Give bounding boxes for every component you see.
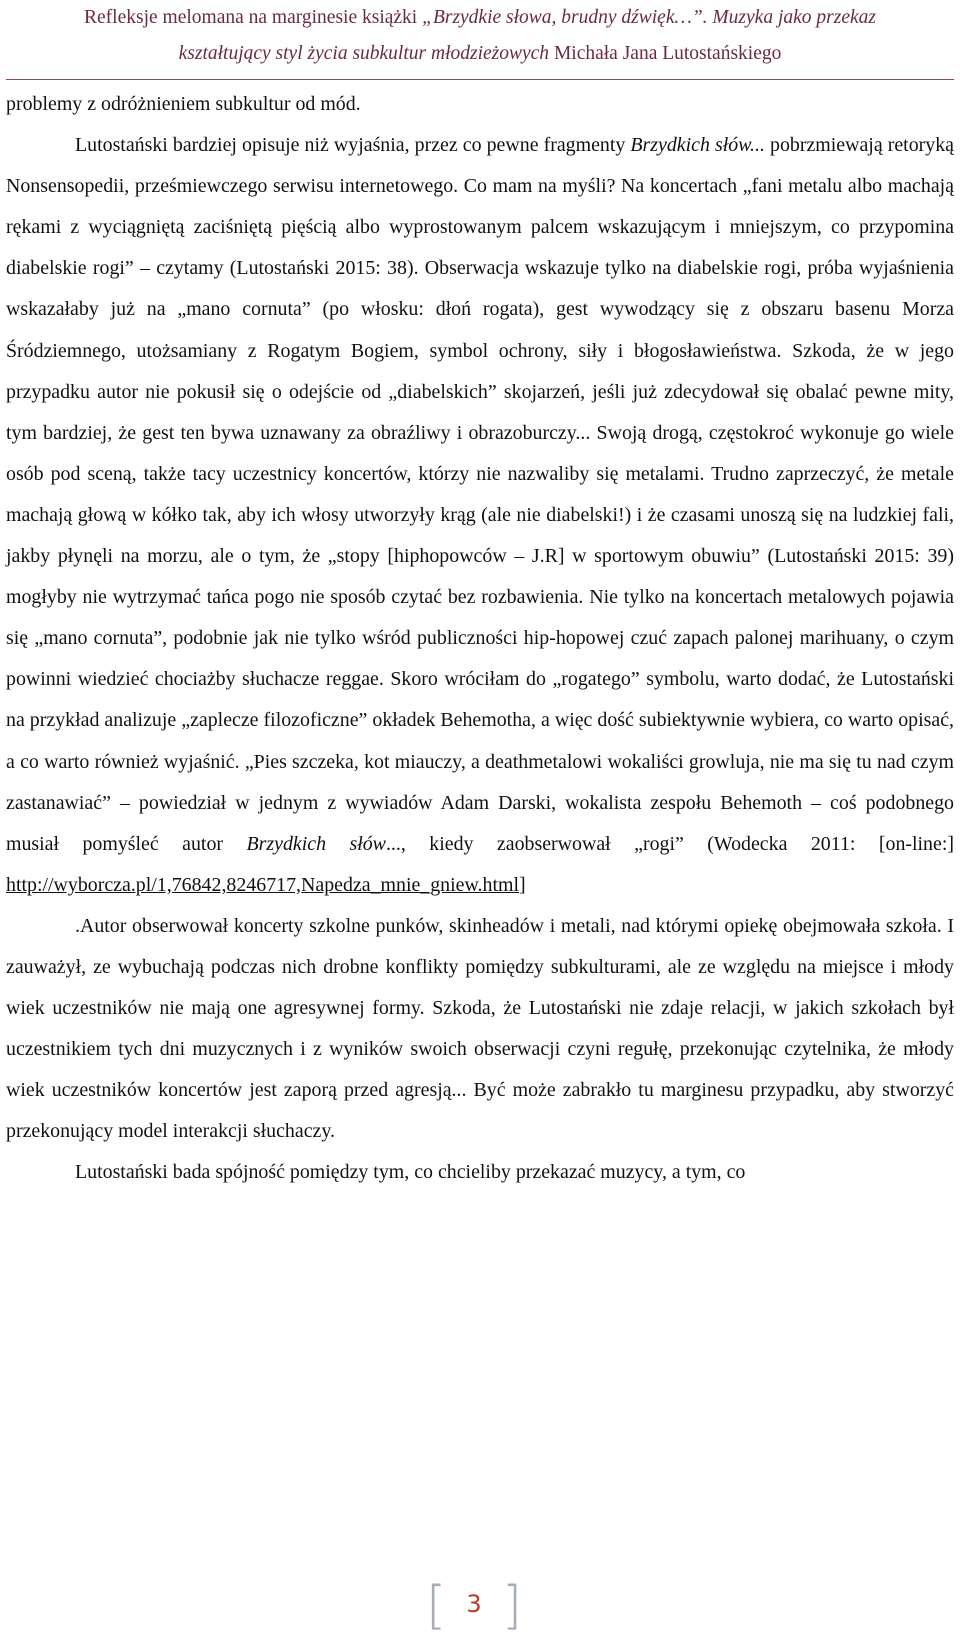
header-italic-1: „Brzydkie słowa, brudny dźwięk…”. Muzyka jako przekaz bbox=[422, 7, 876, 28]
header-plain-2: Michała Jana Lutostańskiego bbox=[549, 43, 782, 64]
paragraph-3: Lutostański bada spójność pomiędzy tym, co chcieliby przekazać muzycy, a tym, co bbox=[75, 1161, 746, 1184]
header-rule bbox=[6, 79, 954, 80]
header-line-1 bbox=[0, 0, 960, 36]
paragraph-2: .Autor obserwował koncerty szkolne punków, skinheadów i metali, nad którymi opiekę obejmowała szkoła. I zauważył, ze wybuchają podczas nich drobne konflikty pomiędzy subkulturami, ale ze względu na miejsce i młody wiek uczestników nie mają one agresywnej formy. Szkoda, że Lutostański nie zdaje relacji, w jakich szkołach był uczestnikiem tych dni muzycznych i z wyników swoich obserwacji czyni regułę, przekonując czytelnika, że młody wiek uczestników koncertów jest zaporą przed agresją... Być może zabrakło tu marginesu przypadku, aby stworzyć przekonujący model interakcji słuchaczy. bbox=[6, 914, 954, 1143]
left-bracket-icon: [ bbox=[426, 1576, 447, 1636]
paragraph-1 bbox=[6, 125, 954, 906]
p1-part-a: Lutostański bardziej opisuje niż wyjaśnia, przez co pewne fragmenty bbox=[75, 134, 631, 157]
header-plain-1: Refleksje melomana na marginesie książki bbox=[84, 7, 423, 28]
paragraph-0: problemy z odróżnieniem subkultur od mód. bbox=[6, 93, 361, 115]
p1-part-f: ] bbox=[519, 873, 526, 896]
p1-book-title: Brzydkich słów... bbox=[630, 134, 765, 157]
page-number-value: 3 bbox=[466, 1590, 482, 1618]
p1-part-c: pobrzmiewają retoryką Nonsensopedii, prześmiewczego serwisu internetowego. Co mam na myśli? Na koncertach „fani metalu albo machają rękami z wyciągniętą zaciśniętą pięścią albo wyprostowanym palcem wskazującym i mniejszym, co przypomina diabelskie rogi” – czytamy (Lutostański 2015: 38). Obserwacja wskazuje tylko na diabelskie rogi, próba wyjaśnienia wskazałaby już na „mano cornuta” (po włosku: dłoń rogata), gest wywodzący się z obszaru basenu Morza Śródziemnego, utożsamiany z Rogatym Bogiem, symbol ochrony, siły i błogosławieństwa. Szkoda, że w jego przypadku autor nie pokusił się o odejście od „diabelskich” skojarzeń, jeśli już zdecydował się obalać pewne mity, tym bardziej, że gest ten bywa uznawany za obraźliwy i obrazoburczy... Swoją drogą, częstokroć wykonuje go wiele osób pod sceną, także tacy uczestnicy koncertów, którzy nie nazwaliby się metalami. Trudno zaprzeczyć, że metale machają głową w kółko tak, aby ich włosy utworzyły krąg (ale nie diabelski!) i że czasami unoszą się na ludzkiej fali, jakby płynęli na morzu, ale o tym, że „stopy [hiphopowców – J.R] w sportowym obuwiu” (Lutostański 2015: 39) mogłyby nie wytrzymać tańca pogo nie sposób czytać bez rozbawienia. Nie tylko na koncertach metalowych pojawia się „mano cornuta”, podobnie jak nie tylko wśród publiczności hip-hopowej czuć zapach palonej marihuany, o czym powinni wiedzieć chociażby słuchacze reggae. Skoro wróciłam do „rogatego” symbolu, warto dodać, że Lutostański na przykład analizuje „zaplecze filozoficzne” okładek Behemotha, a więc dość subiektywnie wybiera, co warto opisać, a co warto również wyjaśnić. „Pies szczeka, kot miauczy, a deathmetalowi wokaliści growluja, nie ma się tu nad czym zastanawiać” – powiedział w jednym z wywiadów Adam Darski, wokalista zespołu Behemoth – coś podobnego musiał pomyśleć autor bbox=[6, 134, 955, 855]
running-header bbox=[0, 0, 960, 72]
body-text bbox=[6, 84, 954, 1194]
page-number bbox=[426, 1578, 536, 1638]
p1-book-title-2: Brzydkich słów bbox=[246, 832, 386, 855]
header-italic-2: kształtujący styl życia subkultur młodzieżowych bbox=[178, 43, 550, 64]
right-bracket-icon: ] bbox=[501, 1576, 522, 1636]
p1-part-e: ..., kiedy zaobserwował „rogi” (Wodecka 2011: [on-line:] bbox=[385, 832, 954, 855]
citation-link[interactable]: http://wyborcza.pl/1,76842,8246717,Napedza_mnie_gniew.html bbox=[6, 873, 519, 896]
header-line-2 bbox=[0, 36, 960, 72]
